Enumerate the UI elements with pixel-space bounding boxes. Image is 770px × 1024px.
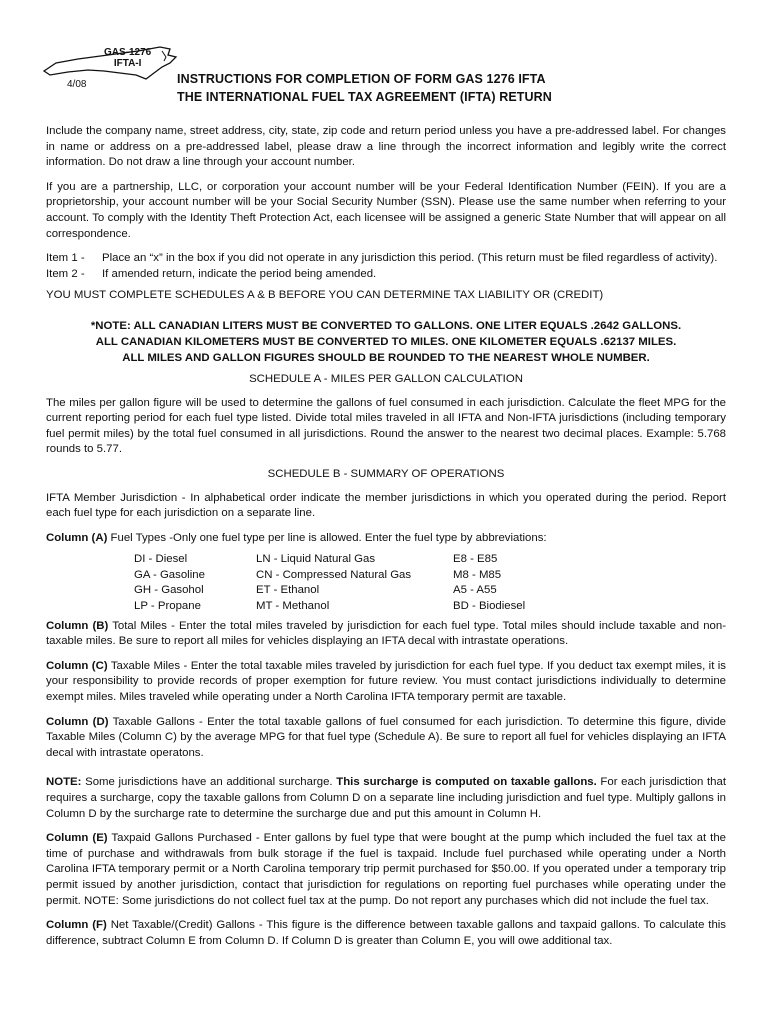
fuel-code: A5 - A55	[453, 584, 497, 597]
column-d: Column (D) Taxable Gallons - Enter the total taxable gallons of fuel consumed for each jurisdiction. To determine this figure, divide Taxable Miles (Column C) by the average MPG for that fuel type (Schedule A). Be sure to report all fuel for vehicles displaying an IFTA decal with intrastate operatons.	[46, 715, 726, 759]
fuel-code: MT - Methanol	[256, 600, 330, 613]
fuel-code: ET - Ethanol	[256, 584, 320, 597]
fuel-code: GH - Gasohol	[134, 584, 204, 597]
must-complete-notice: YOU MUST COMPLETE SCHEDULES A & B BEFORE YOU CAN DETERMINE TAX LIABILITY OR (CREDIT)	[46, 289, 604, 302]
conversion-note-2: ALL CANADIAN KILOMETERS MUST BE CONVERTED TO MILES. ONE KILOMETER EQUALS .62137 MILES.	[95, 335, 677, 348]
item-1: Item 1 - Place an “x” in the box if you did not operate in any jurisdiction this period. (This return must be filed regardless of activity).	[46, 252, 718, 265]
column-f: Column (F) Net Taxable/(Credit) Gallons - This figure is the difference between taxable gallons and taxpaid gallons. To calculate this difference, subtract Column E from Column D. If Column D is greater than Column E, you will owe additional tax.	[46, 919, 727, 947]
page-title: INSTRUCTIONS FOR COMPLETION OF FORM GAS 1276 IFTA THE INTERNATIONAL FUEL TAX AGREEMENT (IFTA) RETURN	[177, 72, 552, 104]
conversion-note-1: *NOTE: ALL CANADIAN LITERS MUST BE CONVERTED TO GALLONS. ONE LITER EQUALS .2642 GALLONS.	[90, 319, 682, 332]
fuel-code: BD - Biodiesel	[453, 600, 526, 613]
fuel-code-list	[134, 552, 726, 614]
account-paragraph: If you are a partnership, LLC, or corporation your account number will be your Federal Identification Number (FEIN). If you are a proprietorship, your account number will be your Social Security Number (SSN). Please use the same number when referring to your account. To comply with the Identity Theft Protection Act, each licensee will be assigned a generic State Number that will appear on all correspondence.	[46, 180, 726, 240]
schedule-a-heading: SCHEDULE A - MILES PER GALLON CALCULATION	[249, 372, 523, 385]
conversion-note-3: ALL MILES AND GALLON FIGURES SHOULD BE ROUNDED TO THE NEAREST WHOLE NUMBER.	[122, 351, 650, 364]
column-b: Column (B) Total Miles - Enter the total miles traveled by jurisdiction for each fuel type. Total miles should include taxable and non-taxable miles. Be sure to report all miles for vehicles displaying an IFTA decal with intrastate operations.	[46, 619, 726, 648]
fuel-code: CN - Compressed Natural Gas	[256, 568, 412, 581]
column-e: Column (E) Taxpaid Gallons Purchased - Enter gallons by fuel type that were bought at the pump which included the fuel tax at the time of purchase and withdrawals from bulk storage if the fuel is taxpaid. Include fuel purchased while operating under a North Carolina IFTA temporary permit or a North Carolina temporary trip permit purchased for $50.00. If you operated under a temporary trip permit issued by another jurisdiction, contact that jurisdiction for regulations on reporting fuel purchases while operating under the permit. NOTE: Some jurisdictions do not collect fuel tax at the pump. Do not report any purchases which did not include the fuel tax.	[46, 832, 726, 907]
intro-paragraph: Include the company name, street address, city, state, zip code and return period unless you have a pre-addressed label. For changes in name or address on a pre-addressed label, please draw a line through the incorrect information and legibly write the correct information. Do not draw a line through your account number.	[46, 125, 726, 169]
fuel-code: DI - Diesel	[134, 553, 188, 566]
column-a: Column (A) Fuel Types -Only one fuel type per line is allowed. Enter the fuel type by abbreviations:	[46, 531, 547, 544]
fuel-code: M8 - M85	[453, 568, 502, 581]
schedule-b-text: IFTA Member Jurisdiction - In alphabetical order indicate the member jurisdictions in which you operated during the period. Report each fuel type for each jurisdiction on a separate line.	[46, 491, 726, 520]
form-header	[0, 0, 770, 120]
schedule-b-heading: SCHEDULE B - SUMMARY OF OPERATIONS	[267, 467, 505, 480]
schedule-a-text: The miles per gallon figure will be used to determine the gallons of fuel consumed in each jurisdiction. Calculate the fleet MPG for the current reporting period for each fuel type listed. Divide total miles traveled in all IFTA and Non-IFTA jurisdictions (including temporary fuel permit miles) by the total fuel consumed in all jurisdictions. Round the answer to the nearest two decimal places. Example: 5.768 rounds to 5.77.	[46, 396, 726, 456]
fuel-code: E8 - E85	[453, 553, 498, 566]
instructions-body	[46, 124, 726, 958]
column-c: Column (C) Taxable Miles - Enter the total taxable miles traveled by jurisdiction for each fuel type. If you deduct tax exempt miles, it is your responsibility to provide records of proper exemption for future review. You must contact jurisdictions individually to determine exempt miles. Miles traveled while operating under a North Carolina IFTA temporary permit are taxable.	[46, 659, 727, 704]
fuel-code: LP - Propane	[134, 600, 201, 613]
fuel-code: LN - Liquid Natural Gas	[256, 553, 376, 566]
date-code: 4/08	[67, 79, 87, 90]
form-code: GAS-1276 IFTA-I	[104, 47, 152, 69]
surcharge-note: NOTE: Some jurisdictions have an additional surcharge. This surcharge is computed on taxable gallons. For each jurisdiction that requires a surcharge, copy the taxable gallons from Column D on a separate line including jurisdiction and fuel type. Multiply gallons in Column D by the surcharge rate to determine the surcharge due and put this amount in Column H.	[46, 776, 726, 820]
item-2: Item 2 - If amended return, indicate the period being amended.	[46, 267, 377, 280]
fuel-code: GA - Gasoline	[134, 568, 205, 581]
